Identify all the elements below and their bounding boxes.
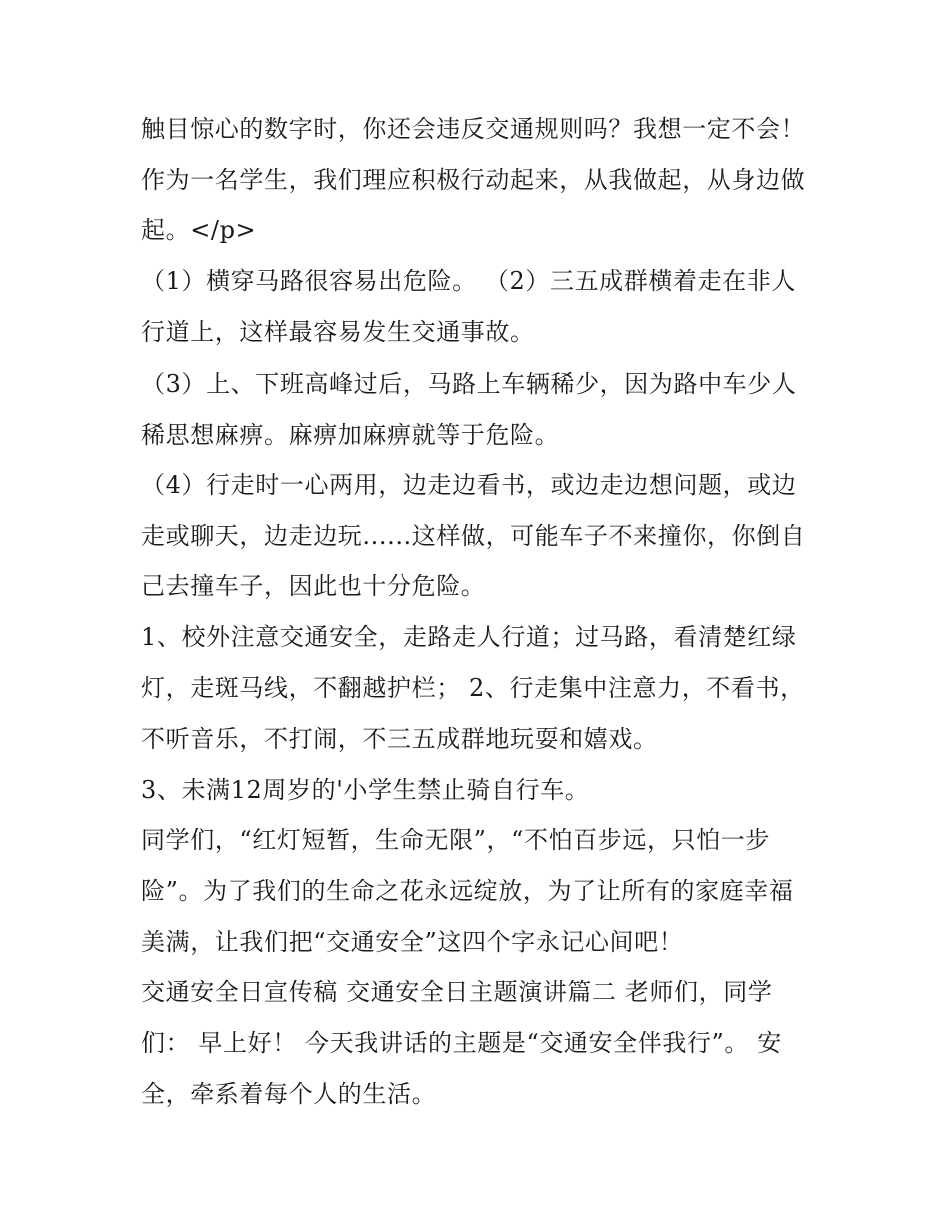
- text-line: （1）横穿马路很容易出危险。 （2）三五成群横着走在非人: [141, 267, 796, 295]
- text-line: 灯，走斑马线，不翻越护栏； 2、行走集中注意力，不看书，: [141, 674, 805, 702]
- text-line: 同学们，“红灯短暂，生命无限”，“不怕百步远，只怕一步: [141, 826, 771, 854]
- text-line: 3、未满12周岁的'小学生禁止骑自行车。: [141, 776, 590, 804]
- text-line: 作为一名学生，我们理应积极行动起来，从我做起，从身边做: [141, 166, 806, 194]
- text-line: 不听音乐，不打闹，不三五成群地玩耍和嬉戏。: [141, 725, 658, 753]
- text-line: 行道上，这样最容易发生交通事故。: [141, 318, 535, 346]
- text-line: 交通安全日宣传稿 交通安全日主题演讲篇二 老师们，同学: [141, 978, 773, 1006]
- text-line: 稀思想麻痹。麻痹加麻痹就等于危险。: [141, 421, 560, 449]
- text-line: 美满，让我们把“交通安全”这四个字永记心间吧！: [141, 928, 684, 956]
- text-line: （3）上、下班高峰过后，马路上车辆稀少，因为路中车少人: [141, 370, 797, 398]
- text-line: （4）行走时一心两用，边走边看书，或边走边想问题，或边: [141, 471, 797, 499]
- text-line: 们： 早上好！ 今天我讲话的主题是“交通安全伴我行”。 安: [141, 1029, 782, 1057]
- text-line: 走或聊天，边走边玩......这样做，可能车子不来撞你，你倒自: [141, 522, 806, 550]
- text-line: 起。</p>: [141, 216, 257, 244]
- text-line: 全，牵系着每个人的生活。: [141, 1080, 437, 1108]
- text-line: 己去撞车子，因此也十分危险。: [141, 572, 486, 600]
- text-line: 险”。为了我们的生命之花永远绽放，为了让所有的家庭幸福: [141, 877, 794, 905]
- text-line: 触目惊心的数字时，你还会违反交通规则吗？我想一定不会！: [141, 115, 806, 143]
- text-line: 1、校外注意交通安全，走路走人行道；过马路，看清楚红绿: [141, 623, 797, 651]
